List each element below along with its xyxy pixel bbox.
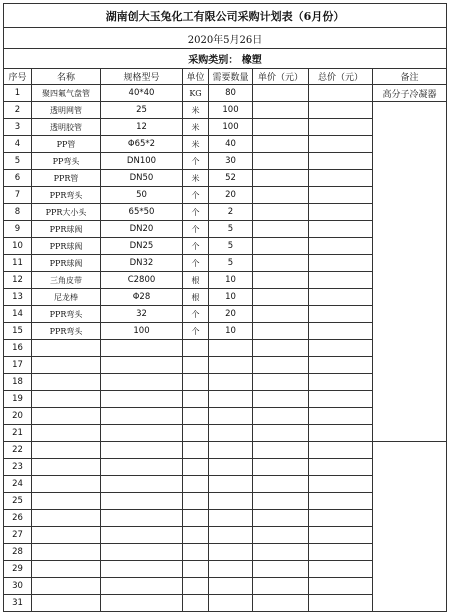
cell-total-price (309, 306, 373, 323)
cell-quantity: 40 (209, 136, 253, 153)
cell-quantity (209, 561, 253, 578)
cell-no: 13 (4, 289, 32, 306)
header-quantity: 需要数量 (209, 69, 253, 85)
cell-unit-price (253, 306, 309, 323)
cell-quantity: 10 (209, 289, 253, 306)
cell-unit: 个 (183, 187, 209, 204)
cell-quantity (209, 408, 253, 425)
cell-total-price (309, 323, 373, 340)
cell-total-price (309, 85, 373, 102)
cell-unit-price (253, 425, 309, 442)
cell-unit-price (253, 510, 309, 527)
cell-unit (183, 476, 209, 493)
cell-total-price (309, 340, 373, 357)
cell-unit (183, 527, 209, 544)
cell-no: 4 (4, 136, 32, 153)
cell-unit: 个 (183, 306, 209, 323)
cell-total-price (309, 544, 373, 561)
cell-no: 3 (4, 119, 32, 136)
cell-spec (101, 408, 183, 425)
cell-no: 18 (4, 374, 32, 391)
cell-name: PPR球阀 (32, 238, 101, 255)
cell-quantity: 100 (209, 102, 253, 119)
cell-name: PPR球阀 (32, 255, 101, 272)
cell-name: PPR弯头 (32, 323, 101, 340)
cell-no: 7 (4, 187, 32, 204)
cell-unit-price (253, 578, 309, 595)
cell-spec: 50 (101, 187, 183, 204)
cell-no: 29 (4, 561, 32, 578)
cell-name (32, 510, 101, 527)
cell-name (32, 578, 101, 595)
cell-name: PPR球阀 (32, 221, 101, 238)
cell-unit (183, 493, 209, 510)
cell-spec (101, 493, 183, 510)
cell-spec: 40*40 (101, 85, 183, 102)
cell-quantity: 30 (209, 153, 253, 170)
cell-quantity (209, 442, 253, 459)
cell-total-price (309, 561, 373, 578)
cell-no: 14 (4, 306, 32, 323)
cell-no: 11 (4, 255, 32, 272)
cell-total-price (309, 272, 373, 289)
purchase-plan-sheet (3, 3, 446, 612)
cell-spec (101, 544, 183, 561)
cell-name (32, 561, 101, 578)
cell-total-price (309, 102, 373, 119)
cell-no: 23 (4, 459, 32, 476)
cell-unit: 米 (183, 102, 209, 119)
table-row (4, 102, 447, 119)
cell-unit-price (253, 289, 309, 306)
cell-quantity (209, 527, 253, 544)
cell-no: 28 (4, 544, 32, 561)
cell-no: 31 (4, 595, 32, 612)
header-name: 名称 (32, 69, 101, 85)
cell-quantity: 52 (209, 170, 253, 187)
cell-name (32, 493, 101, 510)
cell-spec (101, 476, 183, 493)
cell-name: 聚四氟气盘管 (32, 85, 101, 102)
cell-name (32, 391, 101, 408)
cell-quantity: 20 (209, 187, 253, 204)
cell-unit-price (253, 255, 309, 272)
cell-total-price (309, 595, 373, 612)
cell-quantity: 100 (209, 119, 253, 136)
cell-spec: 65*50 (101, 204, 183, 221)
cell-name (32, 476, 101, 493)
cell-name: PPR管 (32, 170, 101, 187)
cell-total-price (309, 289, 373, 306)
cell-quantity: 5 (209, 238, 253, 255)
cell-total-price (309, 187, 373, 204)
cell-quantity (209, 391, 253, 408)
cell-no: 27 (4, 527, 32, 544)
cell-unit-price (253, 170, 309, 187)
cell-spec (101, 561, 183, 578)
cell-total-price (309, 136, 373, 153)
cell-unit-price (253, 136, 309, 153)
cell-name (32, 544, 101, 561)
cell-no: 19 (4, 391, 32, 408)
cell-quantity: 2 (209, 204, 253, 221)
cell-total-price (309, 510, 373, 527)
cell-total-price (309, 170, 373, 187)
cell-spec: DN32 (101, 255, 183, 272)
cell-quantity (209, 595, 253, 612)
cell-spec (101, 510, 183, 527)
cell-spec (101, 595, 183, 612)
cell-unit (183, 357, 209, 374)
cell-unit-price (253, 493, 309, 510)
cell-unit-price (253, 561, 309, 578)
cell-total-price (309, 391, 373, 408)
table-row (4, 442, 447, 459)
cell-total-price (309, 493, 373, 510)
cell-total-price (309, 119, 373, 136)
cell-name (32, 374, 101, 391)
cell-unit: 米 (183, 170, 209, 187)
cell-quantity (209, 493, 253, 510)
cell-total-price (309, 476, 373, 493)
cell-unit: 个 (183, 238, 209, 255)
cell-unit-price (253, 119, 309, 136)
cell-spec: DN100 (101, 153, 183, 170)
header-unit: 单位 (183, 69, 209, 85)
cell-total-price (309, 425, 373, 442)
cell-unit-price (253, 476, 309, 493)
cell-spec (101, 357, 183, 374)
cell-unit-price (253, 204, 309, 221)
purchase-category: 采购类别： 橡塑 (4, 49, 447, 69)
cell-total-price (309, 578, 373, 595)
cell-unit: 根 (183, 289, 209, 306)
cell-name: PPR弯头 (32, 306, 101, 323)
cell-quantity: 5 (209, 255, 253, 272)
cell-unit (183, 442, 209, 459)
sheet-date: 2020年5月26日 (4, 28, 447, 49)
cell-unit: 米 (183, 136, 209, 153)
cell-no: 2 (4, 102, 32, 119)
cell-name (32, 595, 101, 612)
purchase-plan-table (3, 3, 447, 612)
cell-unit: 米 (183, 119, 209, 136)
cell-unit-price (253, 544, 309, 561)
cell-spec: Φ28 (101, 289, 183, 306)
cell-total-price (309, 255, 373, 272)
cell-unit: 根 (183, 272, 209, 289)
cell-no: 12 (4, 272, 32, 289)
cell-unit (183, 561, 209, 578)
cell-no: 10 (4, 238, 32, 255)
cell-spec (101, 340, 183, 357)
cell-quantity: 5 (209, 221, 253, 238)
cell-quantity: 80 (209, 85, 253, 102)
cell-remark (373, 102, 447, 442)
cell-spec: 25 (101, 102, 183, 119)
cell-unit-price (253, 272, 309, 289)
cell-quantity (209, 374, 253, 391)
cell-unit-price (253, 374, 309, 391)
cell-unit (183, 340, 209, 357)
cell-spec (101, 442, 183, 459)
header-total-price: 总价（元） (309, 69, 373, 85)
cell-unit-price (253, 357, 309, 374)
cell-unit-price (253, 408, 309, 425)
sheet-title: 湖南创大玉兔化工有限公司采购计划表（6月份） (4, 4, 447, 28)
cell-spec: C2800 (101, 272, 183, 289)
cell-unit-price (253, 391, 309, 408)
cell-spec (101, 459, 183, 476)
cell-spec: 100 (101, 323, 183, 340)
cell-name (32, 340, 101, 357)
cell-unit: 个 (183, 221, 209, 238)
cell-no: 30 (4, 578, 32, 595)
header-row (4, 69, 447, 85)
cell-name: 透明网管 (32, 102, 101, 119)
cell-spec: 12 (101, 119, 183, 136)
cell-total-price (309, 442, 373, 459)
cell-spec (101, 374, 183, 391)
cell-no: 17 (4, 357, 32, 374)
cell-remark (373, 442, 447, 612)
cell-total-price (309, 204, 373, 221)
cell-unit-price (253, 238, 309, 255)
cell-unit: KG (183, 85, 209, 102)
cell-spec: 32 (101, 306, 183, 323)
cell-unit: 个 (183, 323, 209, 340)
cell-spec (101, 391, 183, 408)
cell-spec: DN50 (101, 170, 183, 187)
cell-total-price (309, 527, 373, 544)
cell-no: 5 (4, 153, 32, 170)
cell-unit (183, 510, 209, 527)
cell-spec (101, 527, 183, 544)
cell-name: PP管 (32, 136, 101, 153)
cell-unit-price (253, 85, 309, 102)
cell-quantity (209, 340, 253, 357)
header-unit-price: 单价（元） (253, 69, 309, 85)
header-no: 序号 (4, 69, 32, 85)
cell-no: 15 (4, 323, 32, 340)
cell-name: 透明胶管 (32, 119, 101, 136)
cell-name: PPR弯头 (32, 187, 101, 204)
cell-quantity (209, 476, 253, 493)
cell-no: 1 (4, 85, 32, 102)
cell-total-price (309, 357, 373, 374)
cell-name (32, 442, 101, 459)
cell-spec (101, 425, 183, 442)
cell-unit-price (253, 187, 309, 204)
cell-no: 26 (4, 510, 32, 527)
cell-name (32, 357, 101, 374)
cell-unit-price (253, 459, 309, 476)
cell-spec (101, 578, 183, 595)
cell-total-price (309, 374, 373, 391)
cell-spec: DN25 (101, 238, 183, 255)
cell-total-price (309, 238, 373, 255)
cell-quantity: 10 (209, 323, 253, 340)
cell-no: 20 (4, 408, 32, 425)
cell-unit-price (253, 323, 309, 340)
cell-name: PP弯头 (32, 153, 101, 170)
cell-spec: Φ65*2 (101, 136, 183, 153)
cell-total-price (309, 221, 373, 238)
cell-quantity (209, 510, 253, 527)
cell-total-price (309, 459, 373, 476)
cell-unit (183, 391, 209, 408)
cell-quantity: 20 (209, 306, 253, 323)
cell-no: 24 (4, 476, 32, 493)
cell-name: PPR大小头 (32, 204, 101, 221)
cell-name (32, 527, 101, 544)
cell-name (32, 408, 101, 425)
cell-total-price (309, 153, 373, 170)
cell-unit-price (253, 153, 309, 170)
cell-unit (183, 425, 209, 442)
cell-no: 25 (4, 493, 32, 510)
cell-unit-price (253, 442, 309, 459)
cell-quantity (209, 459, 253, 476)
cell-name (32, 459, 101, 476)
cell-quantity (209, 357, 253, 374)
table-row (4, 85, 447, 102)
cell-unit-price (253, 595, 309, 612)
cell-name: 三角皮带 (32, 272, 101, 289)
cell-unit (183, 544, 209, 561)
cell-name (32, 425, 101, 442)
cell-no: 9 (4, 221, 32, 238)
cell-unit-price (253, 527, 309, 544)
cell-unit (183, 578, 209, 595)
cell-total-price (309, 408, 373, 425)
cell-quantity (209, 578, 253, 595)
cell-unit: 个 (183, 204, 209, 221)
cell-no: 22 (4, 442, 32, 459)
cell-unit (183, 374, 209, 391)
cell-quantity (209, 425, 253, 442)
cell-no: 8 (4, 204, 32, 221)
header-remark: 备注 (373, 69, 447, 85)
cell-quantity: 10 (209, 272, 253, 289)
cell-unit-price (253, 340, 309, 357)
cell-quantity (209, 544, 253, 561)
cell-no: 6 (4, 170, 32, 187)
cell-unit (183, 595, 209, 612)
cell-unit-price (253, 102, 309, 119)
cell-name: 尼龙棒 (32, 289, 101, 306)
cell-unit (183, 459, 209, 476)
cell-unit: 个 (183, 153, 209, 170)
cell-unit-price (253, 221, 309, 238)
cell-spec: DN20 (101, 221, 183, 238)
cell-unit: 个 (183, 255, 209, 272)
cell-no: 16 (4, 340, 32, 357)
header-spec: 规格型号 (101, 69, 183, 85)
cell-unit (183, 408, 209, 425)
cell-remark: 高分子冷凝器 (373, 85, 447, 102)
cell-no: 21 (4, 425, 32, 442)
